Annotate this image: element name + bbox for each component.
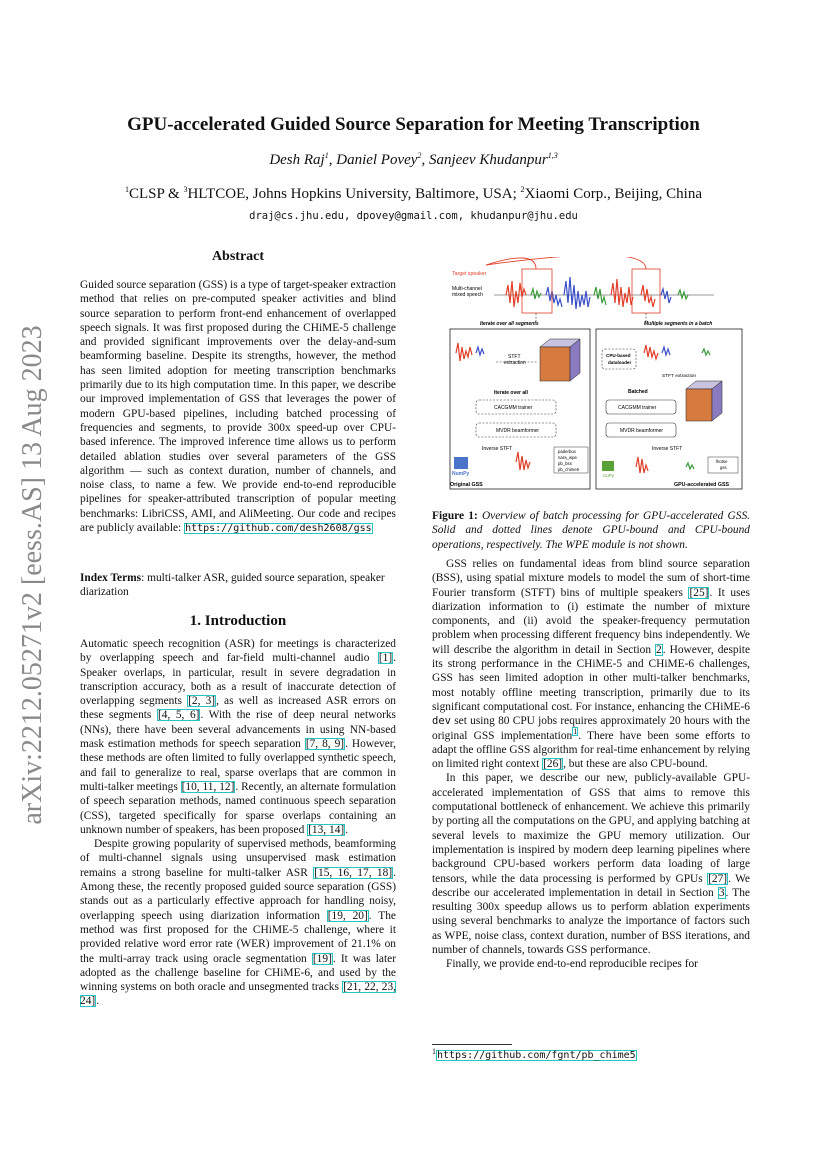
intro-text: . With the rise of deep neural networks (NNs), there have been several advancements in using NN-based mask estimation methods for speech separation xyxy=(80,709,396,751)
footnote xyxy=(432,1046,637,1061)
label-iter-freq: Iterate over all xyxy=(494,390,528,396)
affil-mark-3: 3 xyxy=(183,185,188,194)
label-stft-1: STFT xyxy=(508,354,521,360)
citation[interactable]: [25] xyxy=(689,586,709,599)
emails: draj@cs.jhu.edu, dpovey@gmail.com, khudanpur@jhu.edu xyxy=(249,210,578,222)
affiliations xyxy=(0,186,827,203)
label-cpu-1: CPU-based xyxy=(606,353,631,358)
lib-nara-wpe: nara_wpe xyxy=(558,455,577,460)
citation[interactable]: [7, 8, 9] xyxy=(305,738,345,751)
citation[interactable]: [27] xyxy=(708,872,728,885)
citation[interactable]: [10, 11, 12] xyxy=(181,780,235,793)
tensor-cube-left xyxy=(540,339,580,381)
intro-text: . xyxy=(96,995,100,1008)
intro-text: . However, these methods are often limited to fully overlapped synthetic speech, and fail to generalize to real, sparse overlaps that are common in multi-talker meetings xyxy=(80,738,396,793)
label-original-gss: Original GSS xyxy=(450,482,483,488)
footnote-number: 1 xyxy=(432,1046,436,1056)
section-ref[interactable]: 2 xyxy=(656,643,662,656)
label-gpu-gss: GPU-accelerated GSS xyxy=(674,482,730,488)
waveform-top xyxy=(486,257,714,313)
citation[interactable]: [21, 22, 23, 24] xyxy=(80,981,396,1008)
intro-text: . The method was first proposed for the CHiME-5 challenge, where it provided relative word error rate (WER) improvement of 21.1% on the multi-array track using oracle segmentation xyxy=(80,909,396,965)
intro-text: , as well as increased ASR errors on these segments xyxy=(80,695,396,722)
right-istft-label: Inverse STFT xyxy=(652,446,683,452)
code-link[interactable]: https://github.com/desh2608/gss xyxy=(185,523,372,535)
abstract-text: Guided source separation (GSS) is a type of target-speaker extraction method that relies on pre-computed speaker activities and blind source separation to perform front-end enhancement of overlapped speech signals. It was first proposed during the CHiME-5 challenge and provided significant improvements over the delay-and-sum beamforming baseline. Despite its strengths, however, the method has seen limited adoption for meeting transcription benchmarks primarily due to its high computation time. In this paper, we describe our improved implementation of GSS that leverages the power of modern GPU-based pipelines, including batched processing of frequencies and segments, to provide 300x speed-up over CPU-based inference. The improved inference time allows us to perform detailed ablation studies over several parameters of the GSS algorithm — such as context duration, number of channels, and noise class, to name a few. We provide end-to-end reproducible pipelines for speaker-attributed transcription of popular meeting benchmarks: LibriCSS, AMI, and AliMeeting. Our code and recipes are publicly available: xyxy=(80,279,396,535)
left-mvdr-box: MVDR beamformer xyxy=(496,428,540,434)
body-text: . The resulting 300x speedup allows us to perform ablation experiments using several benchmarks to analyze the importance of factors such as WPE, noise class, context duration, number of BSS iterations, and number of channels, towards GSS performance. xyxy=(432,886,750,957)
intro-text: . xyxy=(345,823,349,836)
abstract-body xyxy=(80,278,396,536)
intro-text: . Among these, the recently proposed guided source separation (GSS) stands out as a particularly effective approach for handling noisy, overlapping speech using diarization information xyxy=(80,866,396,922)
right-cacgmm-box: CACGMM trainer xyxy=(618,405,657,411)
index-terms-text: : multi-talker ASR, guided source separation, speaker diarization xyxy=(80,572,385,599)
body-text: . It uses diarization information to (i) estimate the number of mixture components, and (ii) avoid the speaker-frequency permutation problem when processing different frequency bins independently. We will describe the algorithm in detail in Section xyxy=(432,586,750,656)
affil-mark-2: 2 xyxy=(520,185,525,194)
lib-pb-bss: pb_bss xyxy=(558,461,572,466)
label-mixed-1: Multi-channel xyxy=(452,286,482,292)
section-ref[interactable]: 3 xyxy=(718,886,725,899)
label-iter-segments: Iterate over all segments xyxy=(480,321,539,327)
affil-mark-1: 1 xyxy=(124,185,129,194)
numpy-label: NumPy xyxy=(452,471,470,477)
citation[interactable]: [1] xyxy=(378,652,393,665)
label-batched: Batched xyxy=(628,389,648,395)
footnote-rule xyxy=(432,1044,512,1045)
tensor-cube-right xyxy=(686,381,722,421)
left-istft-label: Inverse STFT xyxy=(482,446,513,452)
affil-text-3: Xiaomi Corp., Beijing, China xyxy=(524,186,703,202)
label-stft-2: extraction xyxy=(504,360,526,366)
intro-body xyxy=(80,637,396,1009)
footnote-link[interactable]: https://github.com/fgnt/pb_chime5 xyxy=(437,1050,636,1061)
figure-1 xyxy=(446,257,746,493)
citation[interactable]: [26] xyxy=(543,758,563,771)
intro-text: . Speaker overlaps, in particular, result in severe degradation in transcription accuracy, both as a result of inaccurate detection of overlapping segments xyxy=(80,652,396,708)
lib-paderbox: paderbox xyxy=(558,449,576,454)
figure-caption xyxy=(432,509,750,552)
author-2-affil: 2 xyxy=(417,151,422,160)
intro-heading: 1. Introduction xyxy=(189,613,287,629)
body-text: . However, despite its strong performance in the CHiME-5 and CHiME-6 challenges, GSS has seen limited adoption in other multi-talker benchmarks, most notably offline meeting transcription, primarily due to its significant computational cost. For instance, enhancing the CHiME-6 xyxy=(432,643,750,713)
body-text: , but these are also CPU-bound. xyxy=(563,758,708,771)
intro-text: Automatic speech recognition (ASR) for meetings is characterized by overlapping speech and far-field multi-channel audio xyxy=(80,638,396,665)
citation[interactable]: [15, 16, 17, 18] xyxy=(314,866,393,879)
right-mvdr-box: MVDR beamformer xyxy=(620,428,664,434)
citation[interactable]: [19] xyxy=(312,952,332,965)
caption-text: Overview of batch processing for GPU-accelerated GSS. Solid and dotted lines denote GPU-bound and CPU-bound operations, respectively. The WPE module is not shown. xyxy=(432,510,750,551)
body-text: set using 80 CPU jobs requires approximately 20 hours with the original GSS implementation xyxy=(432,715,750,742)
arxiv-id: arXiv:2212.05271v2 [eess.AS] 13 Aug 2023 xyxy=(17,325,48,825)
label-mixed-2: mixed speech xyxy=(452,292,483,298)
cupy-label: CuPy xyxy=(603,473,615,478)
code-dev: dev xyxy=(432,715,451,728)
paper-title: GPU-accelerated Guided Source Separation for Meeting Transcription xyxy=(127,114,700,135)
body-text: In this paper, we describe our new, publicly-available GPU-accelerated implementation of GSS that aims to remove this computational bottleneck of enhancement. We achieve this primarily by porting all the computations on the GPU, and applying batching at several levels to maximize the GPU memory utilization. Our implementation is inspired by modern deep learning pipelines where background CPU-based workers perform data loading of large tensors, while the data processing is performed by GPUs xyxy=(432,772,750,885)
author-1: Desh Raj xyxy=(269,152,325,168)
label-cpu-2: dataloader xyxy=(608,360,632,365)
authors xyxy=(0,152,827,169)
footnote-ref[interactable]: 1 xyxy=(573,726,578,736)
intro-text: . Recently, an alternate formulation of speech separation methods, named continuous speech separation (CSS), targeted specifically for sparse overlaps containing an unknown number of speakers, has been proposed xyxy=(80,780,396,836)
body-text: GSS relies on fundamental ideas from blind source separation (BSS), using spatial mixture models to model the sum of short-time Fourier transform (STFT) bins of multiple speakers xyxy=(432,558,750,599)
arxiv-sidebar xyxy=(14,250,52,900)
author-3-affil: 1,3 xyxy=(547,151,558,160)
author-1-affil: 1 xyxy=(324,151,329,160)
intro-text: . It was later adopted as the challenge baseline for CHiME-6, and used by the winning systems on both oracle and unsegmented tracks xyxy=(80,952,396,994)
numpy-logo xyxy=(454,457,468,469)
citation[interactable]: [2, 3] xyxy=(188,695,216,708)
affil-text-2: HLTCOE, Johns Hopkins University, Baltimore, USA; xyxy=(187,186,521,202)
citation[interactable]: [19, 20] xyxy=(327,909,368,922)
abstract-heading: Abstract xyxy=(211,249,265,264)
index-terms-label: Index Terms xyxy=(80,572,142,584)
index-terms xyxy=(80,571,396,600)
body-text: . We describe our accelerated implementation in detail in Section xyxy=(432,872,750,899)
citation[interactable]: [4, 5, 6] xyxy=(157,709,200,722)
lib-pb-chime5: pb_chime5 xyxy=(558,467,580,472)
label-stft-ext: STFT extraction xyxy=(662,374,697,379)
caption-label: Figure 1: xyxy=(432,510,478,522)
left-cacgmm-box: CACGMM trainer xyxy=(494,405,533,411)
lib-gss: gss xyxy=(720,465,727,470)
affil-text-1: CLSP & xyxy=(128,186,184,202)
body-text: . There have been some efforts to adapt the offline GSS algorithm for real-time enhancement by relying on limited right context xyxy=(432,729,751,771)
label-multi-segments: Multiple segments in a batch xyxy=(644,321,713,327)
body-text: Finally, we provide end-to-end reproducible recipes for xyxy=(446,958,698,971)
cupy-logo xyxy=(602,461,614,471)
intro-text: Despite growing popularity of supervised methods, beamforming of multi-channel signals using unsupervised mask estimation remains a strong baseline for multi-talker ASR xyxy=(80,838,396,879)
citation[interactable]: [13, 14] xyxy=(308,823,345,836)
lib-lhotse: lhotse xyxy=(716,459,728,464)
author-3: , Sanjeev Khudanpur xyxy=(421,152,548,168)
label-target-speaker: Target speaker xyxy=(452,271,487,277)
author-2: , Daniel Povey xyxy=(328,152,418,168)
right-body xyxy=(432,557,750,972)
